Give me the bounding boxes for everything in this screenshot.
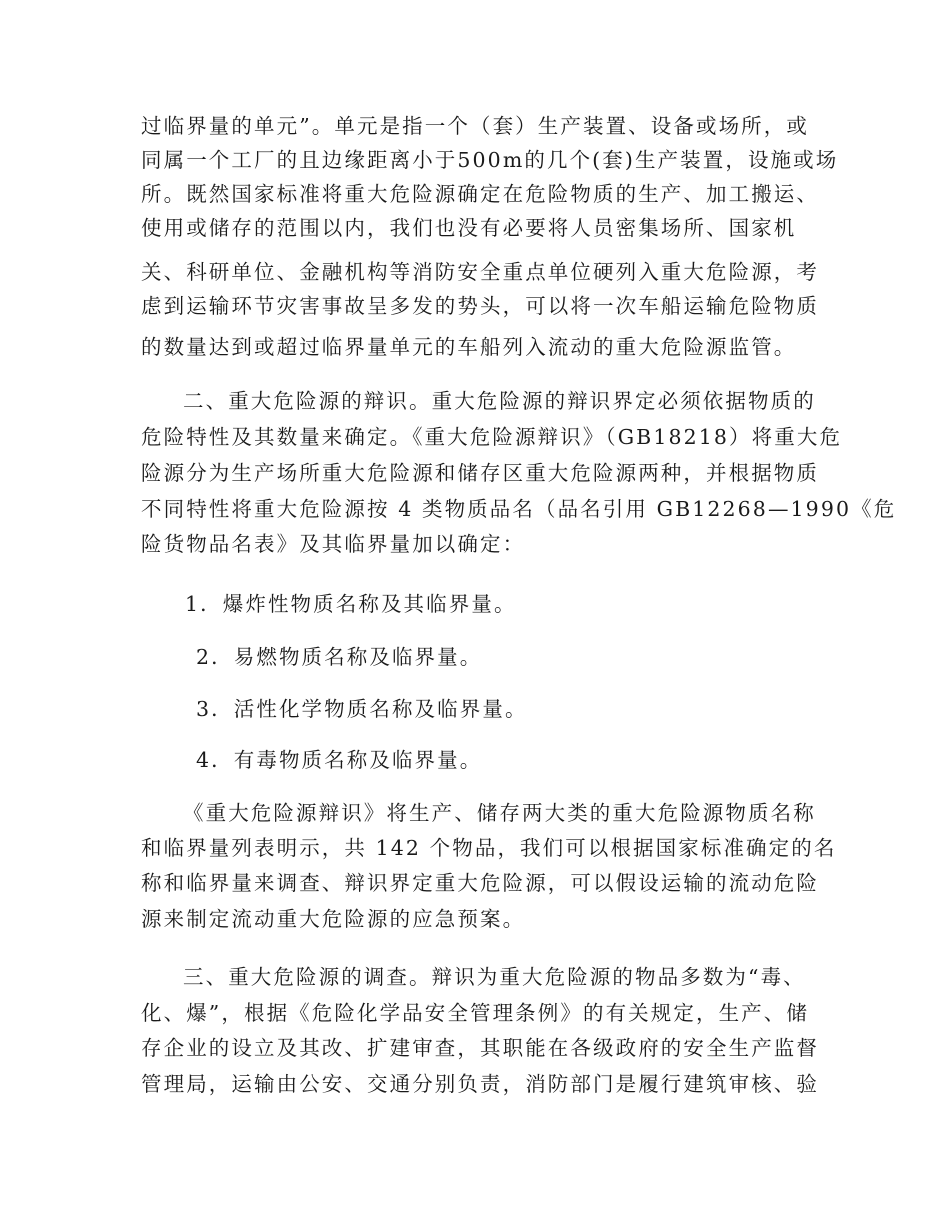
paragraph-line: 关、科研单位、金融机构等消防安全重点单位硬列入重大危险源，考: [141, 260, 819, 284]
paragraph-line: 险货物品名表》及其临界量加以确定：: [141, 532, 526, 556]
paragraph-line: 《重大危险源辩识》将生产、储存两大类的重大危险源物质名称: [183, 801, 816, 825]
paragraph-line: 三、重大危险源的调查。辩识为重大危险源的物品多数为“毒、: [183, 965, 806, 989]
paragraph-line: 源来制定流动重大危险源的应急预案。: [141, 907, 526, 931]
paragraph-line: 和临界量列表明示，共 142 个物品，我们可以根据国家标准确定的名: [141, 836, 837, 860]
paragraph-line: 所。既然国家标准将重大危险源确定在危险物质的生产、加工搬运、: [141, 182, 819, 206]
paragraph-line: 虑到运输环节灾害事故呈多发的势头，可以将一次车船运输危险物质: [141, 294, 819, 318]
paragraph-line: 二、重大危险源的辩识。重大危险源的辩识界定必须依据物质的: [183, 389, 816, 413]
paragraph-line: 的数量达到或超过临界量单元的车船列入流动的重大危险源监管。: [141, 335, 797, 359]
list-item: 4．有毒物质名称及临界量。: [196, 748, 483, 772]
paragraph-line: 称和临界量来调查、辩识界定重大危险源，可以假设运输的流动危险: [141, 871, 819, 895]
paragraph-line: 存企业的设立及其改、扩建审查，其职能在各级政府的安全生产监督: [141, 1036, 819, 1060]
paragraph-line: 不同特性将重大危险源按 4 类物质品名（品名引用 GB12268—1990《危: [141, 497, 897, 521]
paragraph-line: 管理局，运输由公安、交通分别负责，消防部门是履行建筑审核、验: [141, 1072, 819, 1096]
list-item: 1．爆炸性物质名称及其临界量。: [185, 592, 517, 616]
paragraph-line: 使用或储存的范围以内，我们也没有必要将人员密集场所、国家机: [141, 216, 797, 240]
paragraph-line: 过临界量的单元”。单元是指一个（套）生产装置、设备或场所，或: [141, 114, 809, 138]
list-item: 3．活性化学物质名称及临界量。: [196, 697, 528, 721]
paragraph-line: 险源分为生产场所重大危险源和储存区重大危险源两种，并根据物质: [141, 461, 819, 485]
paragraph-line: 危险特性及其数量来确定。《重大危险源辩识》（GB18218）将重大危: [141, 425, 843, 449]
paragraph-line: 同属一个工厂的且边缘距离小于500m的几个(套)生产装置，设施或场: [141, 148, 839, 172]
list-item: 2．易燃物质名称及临界量。: [196, 645, 483, 669]
paragraph-line: 化、爆”，根据《危险化学品安全管理条例》的有关规定，生产、储: [141, 1001, 809, 1025]
